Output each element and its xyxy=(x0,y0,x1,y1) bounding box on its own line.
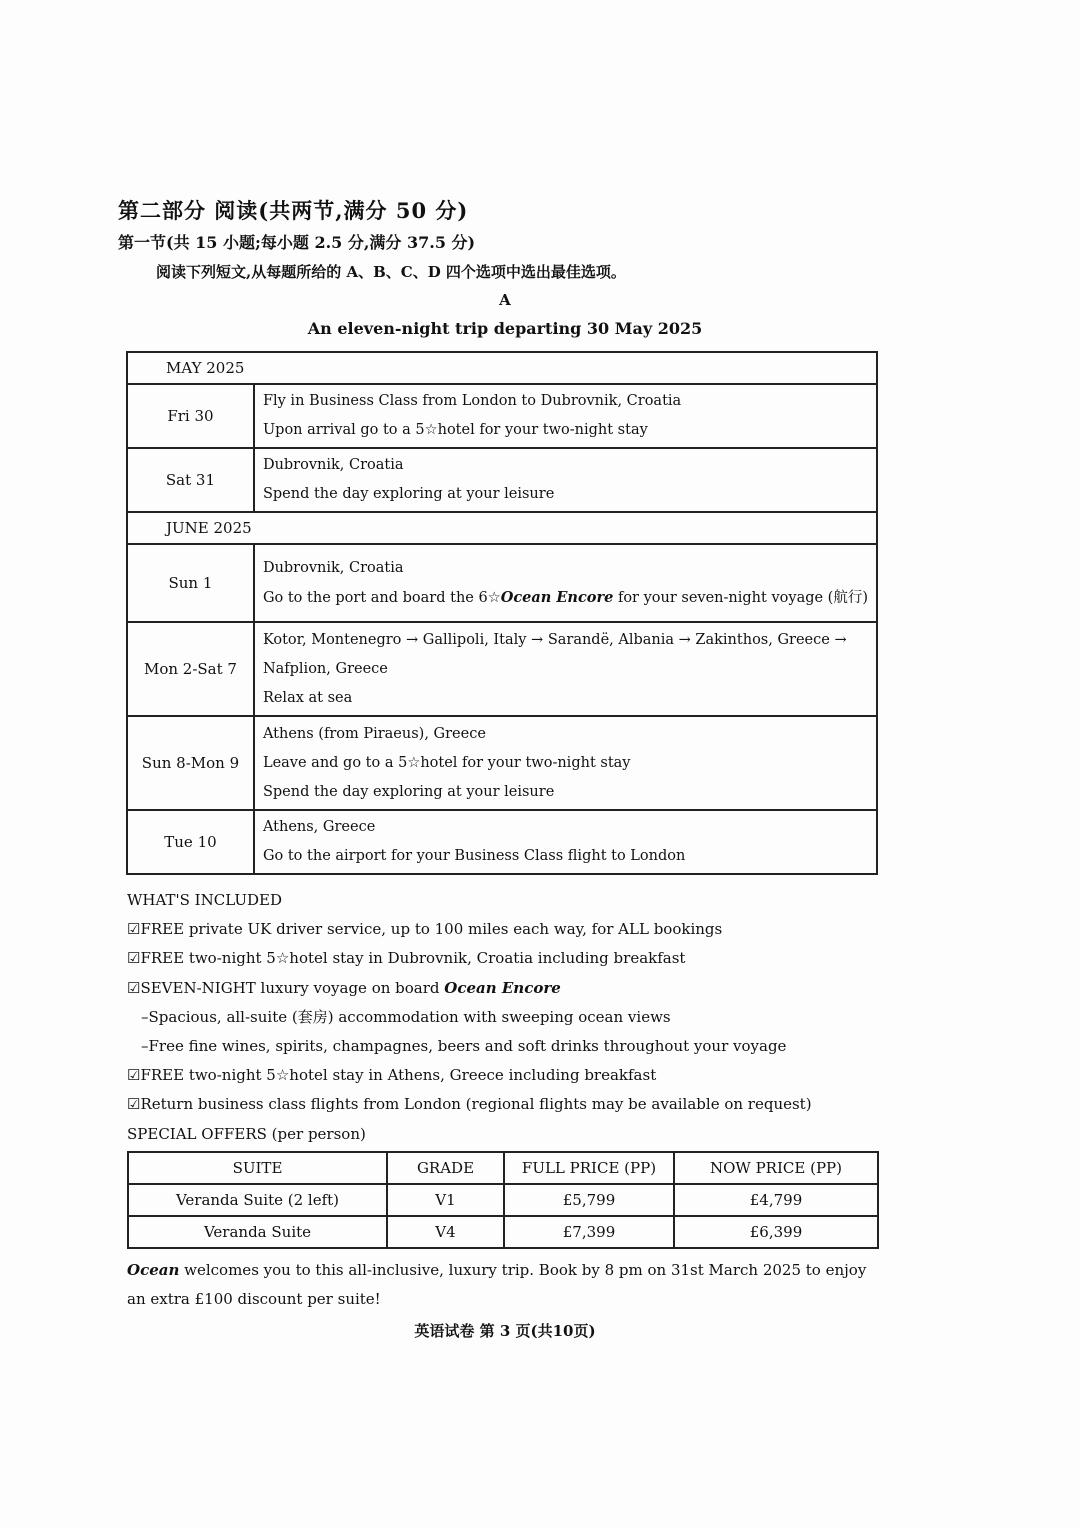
itinerary-line-ship xyxy=(263,583,868,613)
table-row xyxy=(128,1184,878,1216)
itinerary-line: Athens (from Piraeus), Greece xyxy=(262,725,486,742)
ship-name: Ocean Encore xyxy=(500,588,614,606)
section-title: 第二部分 阅读(共两节,满分 50 分) xyxy=(118,198,469,223)
itinerary-day: Tue 10 xyxy=(127,810,254,874)
month-row xyxy=(127,512,877,544)
itinerary-day: Mon 2-Sat 7 xyxy=(127,622,254,716)
ship-line-before: Go to the port and board the 6☆ xyxy=(262,589,501,606)
table-cell: Veranda Suite (2 left) xyxy=(128,1184,387,1216)
itinerary-line: Kotor, Montenegro → Gallipoli, Italy → Sarandë, Albania → Zakinthos, Greece → xyxy=(262,631,847,648)
closing-paragraph xyxy=(127,1256,879,1314)
included-item-prefix: ☑SEVEN-NIGHT luxury voyage on board xyxy=(127,978,445,997)
itinerary-row xyxy=(127,810,877,874)
passage-title: An eleven-night trip departing 30 May 2025 xyxy=(307,319,703,338)
table-cell: £5,799 xyxy=(504,1184,674,1216)
itinerary-line: Athens, Greece xyxy=(262,819,376,835)
itinerary-description xyxy=(254,384,877,448)
brand-name: Ocean xyxy=(127,1261,180,1279)
month-label-june: JUNE 2025 xyxy=(127,512,877,544)
itinerary-line: Spend the day exploring at your leisure xyxy=(262,783,555,800)
itinerary-row xyxy=(127,384,877,448)
included-subitem: –Spacious, all-suite (套房) accommodation with sweeping ocean views xyxy=(141,1007,671,1026)
itinerary-description xyxy=(254,544,877,622)
itinerary-line: Relax at sea xyxy=(262,689,353,706)
itinerary-row xyxy=(127,448,877,512)
itinerary-description xyxy=(254,810,877,874)
passage-letter: A xyxy=(499,291,511,309)
column-header: GRADE xyxy=(387,1152,504,1184)
included-item xyxy=(127,974,907,1003)
table-cell: £7,399 xyxy=(504,1216,674,1248)
special-offers-table xyxy=(127,1151,879,1249)
month-label-may: MAY 2025 xyxy=(127,352,877,384)
month-row xyxy=(127,352,877,384)
itinerary-line: Upon arrival go to a 5☆hotel for your two-night stay xyxy=(262,422,648,438)
table-cell: V4 xyxy=(387,1216,504,1248)
table-row xyxy=(128,1216,878,1248)
itinerary-line: Fly in Business Class from London to Dubrovnik, Croatia xyxy=(262,393,682,409)
itinerary-line: Dubrovnik, Croatia xyxy=(262,457,404,473)
offers-header-row xyxy=(128,1152,878,1184)
itinerary-day: Fri 30 xyxy=(127,384,254,448)
subsection-title: 第一节(共 15 小题;每小题 2.5 分,满分 37.5 分) xyxy=(118,233,476,252)
itinerary-line: Go to the airport for your Business Class flight to London xyxy=(262,848,686,864)
included-item: ☑Return business class flights from London (regional flights may be available on request) xyxy=(127,1095,812,1114)
included-item: ☑FREE private UK driver service, up to 100 miles each way, for ALL bookings xyxy=(127,920,723,939)
itinerary-description xyxy=(254,448,877,512)
itinerary-day: Sun 1 xyxy=(127,544,254,622)
itinerary-day: Sat 31 xyxy=(127,448,254,512)
itinerary-line: Spend the day exploring at your leisure xyxy=(262,486,555,502)
ship-name: Ocean Encore xyxy=(444,978,561,997)
closing-text: welcomes you to this all-inclusive, luxury trip. Book by 8 pm on 31st March 2025 to enjoy an extra £100 discount per suite! xyxy=(127,1261,867,1308)
table-cell: £6,399 xyxy=(674,1216,878,1248)
itinerary-day: Sun 8-Mon 9 xyxy=(127,716,254,810)
ship-line-after: for your seven-night voyage (航行) xyxy=(613,589,868,606)
included-item: ☑FREE two-night 5☆hotel stay in Dubrovnik, Croatia including breakfast xyxy=(127,949,686,968)
itinerary-table xyxy=(126,351,878,875)
itinerary-row xyxy=(127,716,877,810)
table-cell: Veranda Suite xyxy=(128,1216,387,1248)
column-header: NOW PRICE (PP) xyxy=(674,1152,878,1184)
column-header: FULL PRICE (PP) xyxy=(504,1152,674,1184)
offers-heading: SPECIAL OFFERS (per person) xyxy=(127,1124,366,1143)
included-heading: WHAT'S INCLUDED xyxy=(127,891,282,909)
included-section xyxy=(127,886,907,1149)
table-cell: V1 xyxy=(387,1184,504,1216)
itinerary-description xyxy=(254,716,877,810)
itinerary-row xyxy=(127,622,877,716)
page-footer: 英语试卷 第 3 页(共10页) xyxy=(414,1322,596,1340)
itinerary-line: Dubrovnik, Croatia xyxy=(262,559,404,576)
itinerary-line: Leave and go to a 5☆hotel for your two-night stay xyxy=(262,754,631,771)
instruction-text: 阅读下列短文,从每题所给的 A、B、C、D 四个选项中选出最佳选项。 xyxy=(156,263,626,281)
included-subitem: –Free fine wines, spirits, champagnes, beers and soft drinks throughout your voyage xyxy=(141,1037,787,1056)
itinerary-line: Nafplion, Greece xyxy=(262,660,388,677)
itinerary-row xyxy=(127,544,877,622)
included-item: ☑FREE two-night 5☆hotel stay in Athens, Greece including breakfast xyxy=(127,1066,657,1085)
column-header: SUITE xyxy=(128,1152,387,1184)
table-cell: £4,799 xyxy=(674,1184,878,1216)
itinerary-description xyxy=(254,622,877,716)
